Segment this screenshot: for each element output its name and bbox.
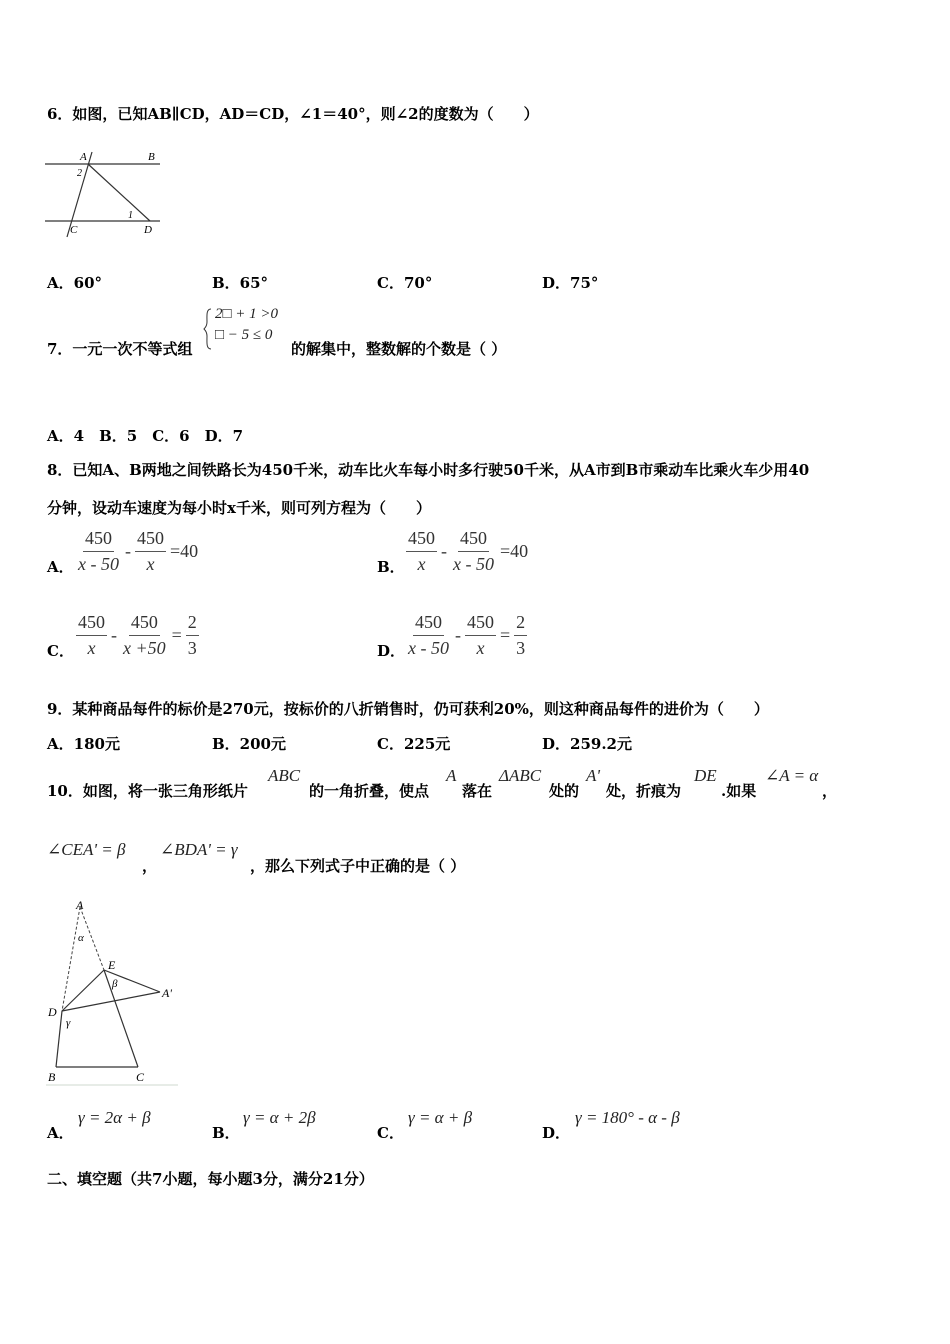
q10-option-c-expr: γ = α + β: [408, 1108, 473, 1127]
equals-sign: =: [499, 625, 511, 645]
line-db: [56, 1011, 62, 1067]
fraction-denominator: x - 50: [408, 638, 449, 658]
label-a-prime: A': [162, 986, 172, 1000]
fraction-numerator: 450: [406, 528, 437, 552]
q10-option-d-label: D．: [542, 1124, 571, 1142]
fraction-denominator: 3: [516, 638, 526, 658]
q6-stem: 6．如图，已知AB∥CD，AD＝CD，∠1＝40°，则∠2的度数为（ ）: [47, 105, 539, 123]
q7-stem-before: 7．一元一次不等式组: [47, 340, 193, 358]
q10-text-3: 落在: [462, 782, 493, 800]
q9-option-d: D．259.2元: [542, 735, 632, 753]
fraction-numerator: 450: [135, 528, 166, 552]
q10-option-a-label: A．: [47, 1124, 74, 1142]
q9-option-c: C．225元: [377, 735, 451, 753]
q6-option-d: D．75°: [542, 274, 599, 292]
q10-math-bda: ∠BDA' = γ: [160, 840, 238, 859]
q10-option-d-expr: γ = 180° - α - β: [575, 1108, 680, 1127]
label-angle-1: 1: [128, 210, 133, 221]
q8-label-c: C．: [47, 642, 74, 660]
label-alpha: α: [78, 932, 84, 944]
fraction-denominator: x: [417, 554, 426, 574]
q10-text-6: .如果: [721, 782, 757, 800]
q8-stem-line2: 分钟，设动车速度为每小时x千米，则可列方程为（ ）: [47, 499, 431, 517]
fraction-denominator: x: [476, 638, 485, 658]
label-c: C: [136, 1070, 145, 1084]
label-c: C: [70, 224, 78, 236]
minus-sign: -: [454, 625, 461, 645]
fraction-denominator: x - 50: [78, 554, 119, 574]
q6-figure: [40, 140, 170, 240]
fraction-numerator: 450: [458, 528, 489, 552]
label-e: E: [108, 958, 116, 972]
equals-sign: =: [171, 625, 182, 645]
q7-system-line1: 2□ + 1 >0: [215, 306, 279, 322]
fraction-numerator: 450: [413, 612, 444, 636]
q10-math-angle-a: ∠A = α: [765, 766, 819, 785]
q8-equation-c: [76, 612, 199, 659]
q10-math-a-prime: A': [586, 766, 601, 785]
q7-stem-after: 的解集中，整数解的个数是（ ）: [291, 340, 507, 358]
q6-option-a: A．60°: [47, 274, 103, 292]
left-brace-icon: [203, 308, 213, 350]
fraction-numerator: 450: [83, 528, 114, 552]
label-b: B: [148, 151, 155, 163]
q6-option-c: C．70°: [377, 274, 433, 292]
label-d: D: [144, 224, 152, 236]
label-b: B: [48, 1070, 56, 1084]
minus-sign: -: [111, 625, 117, 645]
label-d: D: [48, 1005, 57, 1019]
fraction-denominator: x - 50: [453, 554, 494, 574]
q8-stem-line1: 8．已知A、B两地之间铁路长为450千米，动车比火车每小时多行驶50千米，从A市到B市乘动车比乘火车少用40: [47, 461, 810, 479]
q9-option-b: B．200元: [212, 735, 286, 753]
fraction-numerator: 450: [129, 612, 160, 636]
fraction-numerator: 450: [76, 612, 107, 636]
q7-options: A．4 B．5 C．6 D．7: [47, 427, 244, 445]
q10-math-triangle: ΔABC: [499, 766, 542, 785]
label-beta: β: [112, 978, 118, 990]
fraction-numerator: 2: [514, 612, 527, 636]
q10-option-c-label: C．: [377, 1124, 404, 1142]
q10-text-1: 10．如图，将一张三角形纸片: [47, 782, 248, 800]
fraction-numerator: 2: [186, 612, 199, 636]
minus-sign: -: [124, 541, 131, 561]
q10-option-b-expr: γ = α + 2β: [243, 1108, 316, 1127]
q10-figure: [40, 895, 185, 1090]
q7-system-line2: □ − 5 ≤ 0: [215, 327, 273, 343]
q9-stem: 9．某种商品每件的标价是270元，按标价的八折销售时，仍可获利20%，则这种商品每件的进价为（ ）: [47, 700, 769, 718]
q8-equation-b: [406, 528, 532, 575]
minus-sign: -: [441, 541, 447, 561]
q10-text-2: 的一角折叠，使点: [309, 782, 430, 800]
q6-option-b: B．65°: [212, 274, 269, 292]
q10-math-abc: ABC: [268, 766, 301, 785]
q8-equation-d: [406, 612, 527, 659]
q8-label-a: A．: [47, 558, 74, 576]
q10-text-4: 处的: [549, 782, 580, 800]
q8-label-b: B．: [377, 558, 405, 576]
q10-option-b-label: B．: [212, 1124, 240, 1142]
fraction-denominator: x +50: [123, 638, 166, 658]
q9-option-a: A．180元: [47, 735, 120, 753]
fraction-denominator: x: [146, 554, 155, 574]
label-gamma: γ: [66, 1017, 71, 1029]
equals-value: =40: [499, 541, 529, 561]
q7-inequality-system: [203, 306, 291, 350]
fraction-denominator: 3: [187, 638, 197, 658]
label-a: A: [76, 898, 84, 912]
q10-math-a: A: [446, 766, 457, 785]
fraction-numerator: 450: [465, 612, 496, 636]
q10-text-5: 处，折痕为: [606, 782, 682, 800]
q8-equation-a: [76, 528, 202, 575]
q10-text-7: ，: [822, 782, 838, 800]
label-a: A: [80, 151, 87, 163]
line-ec: [104, 970, 138, 1067]
q10-text-8: ，: [142, 857, 158, 875]
q8-label-d: D．: [377, 642, 406, 660]
line-ad: [88, 164, 150, 221]
q10-math-de: DE: [694, 766, 717, 785]
equals-value: =40: [169, 541, 199, 561]
q10-option-a-expr: γ = 2α + β: [78, 1108, 151, 1127]
q10-math-cea: ∠CEA' = β: [47, 840, 126, 859]
label-angle-2: 2: [77, 168, 82, 179]
line-da-prime: [62, 992, 160, 1011]
section-2-title: 二、填空题（共7小题，每小题3分，满分21分）: [47, 1170, 374, 1188]
fraction-denominator: x: [87, 638, 96, 658]
q10-text-9: ，那么下列式子中正确的是（ ）: [250, 857, 466, 875]
